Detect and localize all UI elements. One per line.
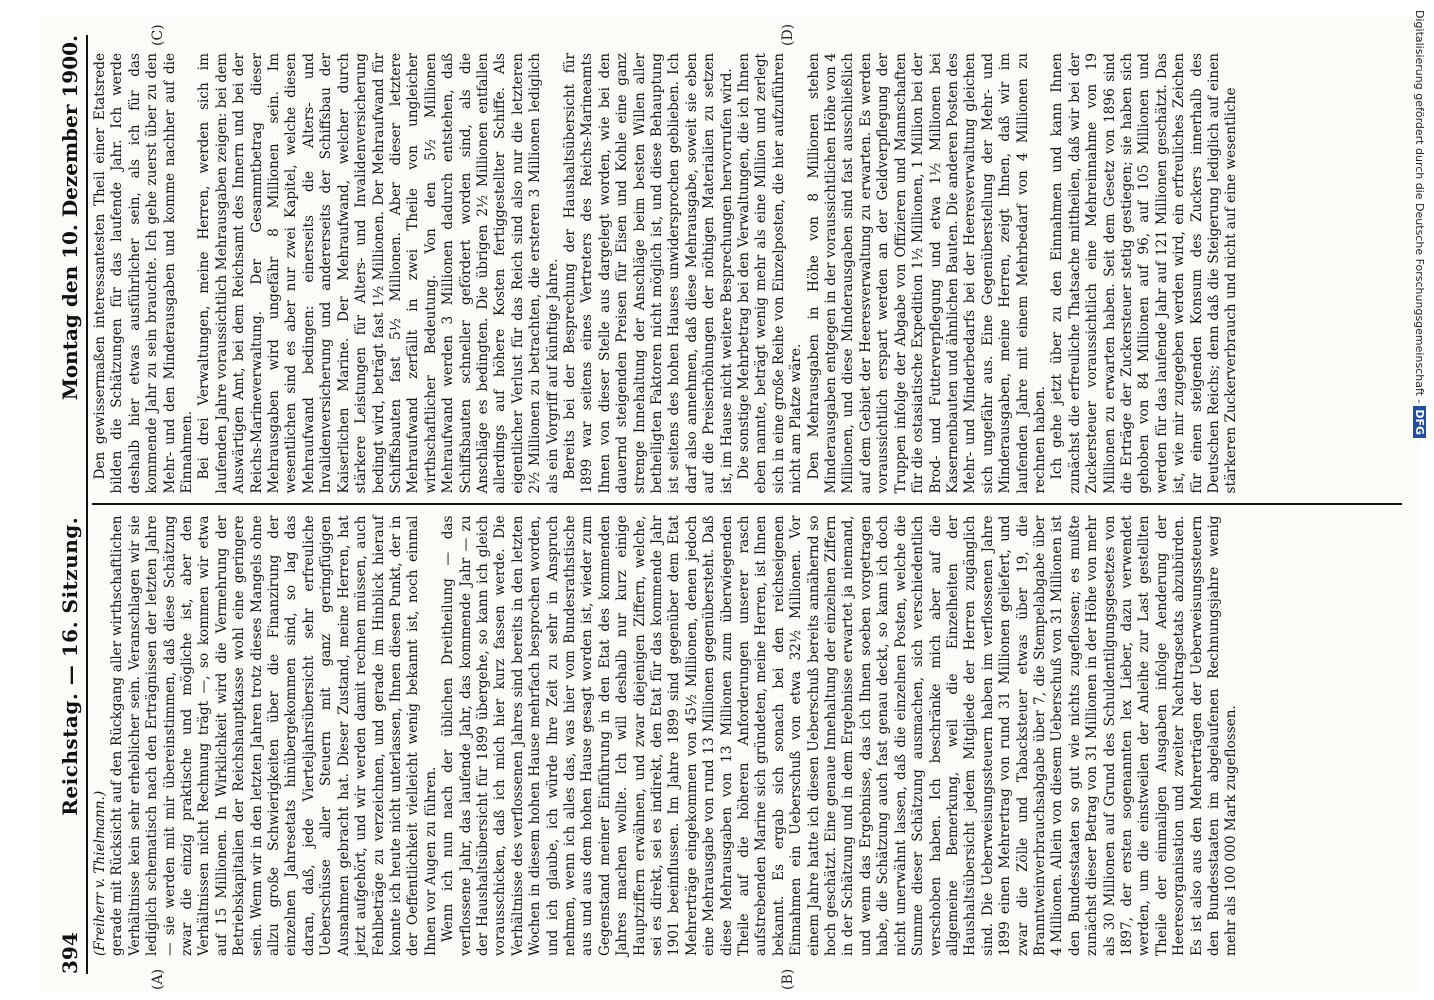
page-number: 394 [58,932,82,974]
paragraph: Bei drei Verwaltungen, meine Herren, werden sich im laufenden Jahre voraussichtlich Mehrausgaben zeigen: bei dem Auswärtigen Amt, bei dem Reichsamt des Innern und bei der Reichs-Marineverwaltung. Der Gesammtbetrag dieser Mehrausgaben wird ungefähr 8 Millionen sein. Im wesentlichen sind es aber nur zwei Kapitel, welche diesen Mehraufwand bedingen: einerseits die Alters- und Invalidenversicherung und andererseits der Schiffsbau der Kaiserlichen Marine. Der Mehraufwand, welcher durch stärkere Leistungen für Alters- und Invalidenversicherung bedingt wird, beträgt fast 1½ Millionen. Der Mehraufwand für Schiffsbauten fast 5½ Millionen. Aber dieser letztere Mehraufwand zerfällt in zwei Theile von ungleicher wirthschaftlicher Bedeutung. Von den 5½ Millionen Mehraufwand werden 3 Millionen dadurch entstehen, daß Schiffsbauten schneller gefördert worden sind, als die Anschläge es bedingten. Die übrigen 2½ Millionen entfallen allerdings auf höhere Kosten fertiggestellter Schiffe. Als eigentlicher Verlust für das Reich sind also nur die letzteren 2½ Millionen zu betrachten, die ersteren 3 Millionen lediglich als ein Vorgriff auf künftige Jahre. [196,53,561,494]
session-date: Montag den 10. Dezember 1900. [58,35,82,401]
margin-letter-d: (D) [780,23,796,46]
paragraph: Den Mehrausgaben in Höhe von 8 Millionen stehen Minderausgaben entgegen in der voraussichtlichen Höhe von 4 Millionen, und diese Minderausgaben sind fast ausschließlich auf dem Gebiet der Heeresverwaltung zu erwarten. Es werden voraussichtlich erspart werden an der Geldverpflegung der Truppen infolge der Abgabe von Offizieren und Mannschaften für die ostasiatische Expedition 1½ Millionen, 1 Million bei der Brod- und Futterverpflegung und etwa 1½ Millionen bei Kasernenbauten und ähnlichen Bauten. Die anderen Posten des Mehr- und Minderbedarfs bei der Heeresverwaltung gleichen sich ungefähr aus. Eine Gegenüberstellung der Mehr- und Minderausgaben, meine Herren, zeigt Ihnen, daß wir im laufenden Jahre mit einem Mehrbedarf von 4 Millionen zu rechnen haben. [805,53,1048,494]
margin-letter-b: (B) [780,968,796,990]
dfg-logo: DFG [1413,406,1426,438]
session-title: Reichstag. — 16. Sitzung. [58,516,82,816]
paragraph: Ich gehe jetzt über zu den Einnahmen und kann Ihnen zunächst die erfreuliche Thatsache mittheilen, daß wir bei der Zuckersteuer voraussichtlich eine Mehreinnahme von 19 Millionen zu erwarten haben. Seit dem Gesetz von 1896 sind die Erträge der Zuckersteuer stetig gestiegen; sie haben sich gehoben von 84 Millionen auf 96, auf 105 Millionen und werden für das laufende Jahr auf 121 Millionen geschätzt. Das ist, wie mir zugegeben werden wird, ein erfreuliches Zeichen für einen steigenden Konsum des Zuckers innerhalb des Deutschen Reichs; denn daß die Steigerung lediglich auf einen stärkeren Zuckerverbrauch und nicht auf eine wesentliche [1049,53,1240,494]
document-page [40,17,1420,992]
text-columns [92,43,1402,966]
digitization-credit [1410,6,1432,994]
page-header [48,35,88,974]
paragraph: Bereits bei der Besprechung der Haushaltsübersicht für 1899 war seitens eines Vertreters des Reichs-Marineamts Ihnen von dieser Stelle aus dargelegt worden, wie bei den dauernd steigenden Preisen für Eisen und Kohle eine ganz strenge Innehaltung der Anschläge beim besten Willen aller betheiligten Faktoren nicht möglich ist, und diese Behauptung ist seitens des hohen Hauses unwidersprochen geblieben. Ich darf also annehmen, daß diese Mehrausgabe, soweit sie eben auf die Preiserhöhungen der nöthigen Materialien zu setzen ist, im Hause nicht weitere Besprechungen hervorrufen wird. [561,53,735,494]
paragraph: Den gewissermaßen interessantesten Theil einer Etatsrede bilden die Schätzungen für das laufende Jahr. Ich werde deshalb hier etwas ausführlicher sein, als ich für das kommende Jahr zu sein brauchte. Ich gehe zuerst über zu den Mehr- und den Minderausgaben und komme nachher auf die Einnahmen. [92,53,196,494]
margin-letter-a: (A) [150,968,166,990]
left-column [92,506,1402,967]
paragraph: Wenn ich nun nach der üblichen Dreitheilung — das verflossene Jahr, das laufende Jahr, das kommende Jahr — zu der Haushaltsübersicht für 1899 übergehe, so kann ich gleich vorausschicken, daß ich mich hier kurz fassen werde. Die Verhältnisse des verflossenen Jahres sind bereits in den letzten Wochen in diesem hohen Hause mehrfach besprochen worden, und ich glaube, ich würde Ihre Zeit zu sehr in Anspruch nehmen, wenn ich alles das, was hier vom Bundesrathstische aus und aus dem hohen Hause gesagt worden ist, wieder zum Gegenstand meiner Einführung in den Etat des kommenden Jahres machen wollte. Ich will deshalb nur kurz einige Hauptziffern erwähnen, und zwar diejenigen Ziffern, welche, sei es direkt, sei es indirekt, den Etat für das kommende Jahr 1901 beeinflussen. Im Jahre 1899 sind gegenüber dem Etat Mehrerträge eingekommen von 45½ Millionen, denen jedoch eine Mehrausgabe von rund 13 Millionen gegenübersteht. Daß diese Mehrausgaben von 13 Millionen zum überwiegenden Theile auf die höheren Anforderungen unserer rasch aufstrebenden Marine sich gründeten, meine Herren, ist Ihnen bekannt. Es ergab sich sonach bei den reichseigenen Einnahmen ein Ueberschuß von etwa 32½ Millionen. Vor einem Jahre hatte ich diesen Ueberschuß bereits annähernd so hoch geschätzt. Eine genaue Innehaltung der einzelnen Ziffern in der Schätzung und in dem Ergebnisse erwartet ja niemand, und wenn das Ergebnisse, das ich Ihnen soeben vorgetragen habe, die Schätzung auch fast genau deckt, so kann ich doch nicht unerwähnt lassen, daß die einzelnen Posten, welche die Summe dieser Schätzung ausmachen, sich verschiedentlich verschoben haben. Ich beschränke mich aber auf die allgemeine Bemerkung, weil die Einzelheiten der Haushaltsübersicht jedem Mitgliede der Herren zugänglich sind. Die Ueberweisungssteuern haben im verflossenen Jahre 1899 einen Mehrertrag von rund 31 Millionen geliefert, und zwar die Zölle und Tabacksteuer etwas über 19, die Branntweinverbrauchsabgabe über 7, die Stempelabgabe über 4 Millionen. Allein von diesem Ueberschuß von 31 Millionen ist den Bundesstaaten so gut wie nichts zugeflossen; es mußte zunächst dieser Betrag von 31 Millionen in der Höhe von mehr als 30 Millionen auf Grund des Schuldentilgungsgesetzes von 1897, der ersten sogenannten lex Lieber, dazu verwendet werden, um die einstweilen der Anleihe zur Last gestellten Theile der einmaligen Ausgaben infolge Aenderung der Heeresorganisation und zweiter Nachtragsetats abzubürden. Es ist also aus den Mehrerträgen der Ueberweisungssteuern den Bundesstaaten im abgelaufenen Rechnungsjahre wenig mehr als 100 000 Mark zugeflossen. [440,515,1240,956]
credit-text: Digitalisierung gefördert durch die Deutsche Forschungsgemeinschaft - [1413,10,1426,404]
paragraph: gerade mit Rücksicht auf den Rückgang aller wirthschaftlichen Verhältnisse kein sehr erheblicher sein. Veranschlagen wir sie lediglich schematisch nach den Erträgnissen der letzten Jahre — sie werden mit mir übereinstimmen, daß diese Schätzung zwar die einzig praktische und mögliche ist, aber den Verhältnissen nicht Rechnung trägt —, so kommen wir etwa auf 15 Millionen. In Wirklichkeit wird die Vermehrung der Betriebskapitalien der Reichshauptkasse wohl eine geringere sein. Wenn wir in den letzten Jahren trotz dieses Mangels ohne allzu große Schwierigkeiten über die Finanzirung der einzelnen Jahresetats hinübergekommen sind, so lag das daran, daß, jede Vierteljahrsübersicht sehr erfreuliche Ueberschüsse aller Steuern mit ganz geringfügigen Ausnahmen gebracht hat. Dieser Zustand, meine Herren, hat jetzt aufgehört, und wir werden damit rechnen müssen, auch Fehlbeträge zu verzeichnen, und gerade im Hinblick hierauf konnte ich heute nicht unterlassen, Ihnen diesen Punkt, der in der Oeffentlichkeit vielleicht wenig bekannt ist, noch einmal Ihnen vor Augen zu führen. [109,515,439,956]
right-column [92,43,1402,504]
margin-letter-c: (C) [150,24,166,46]
paragraph: Die sonstige Mehrbetrag bei den Verwaltungen, die ich Ihnen eben nannte, beträgt wenig mehr als eine Million und zerlegt sich in eine große Reihe von Einzelposten, die hier aufzuführen nicht am Platze wäre. [736,53,805,494]
speaker-name: (Freiherr v. Thielmann.) [92,790,108,956]
